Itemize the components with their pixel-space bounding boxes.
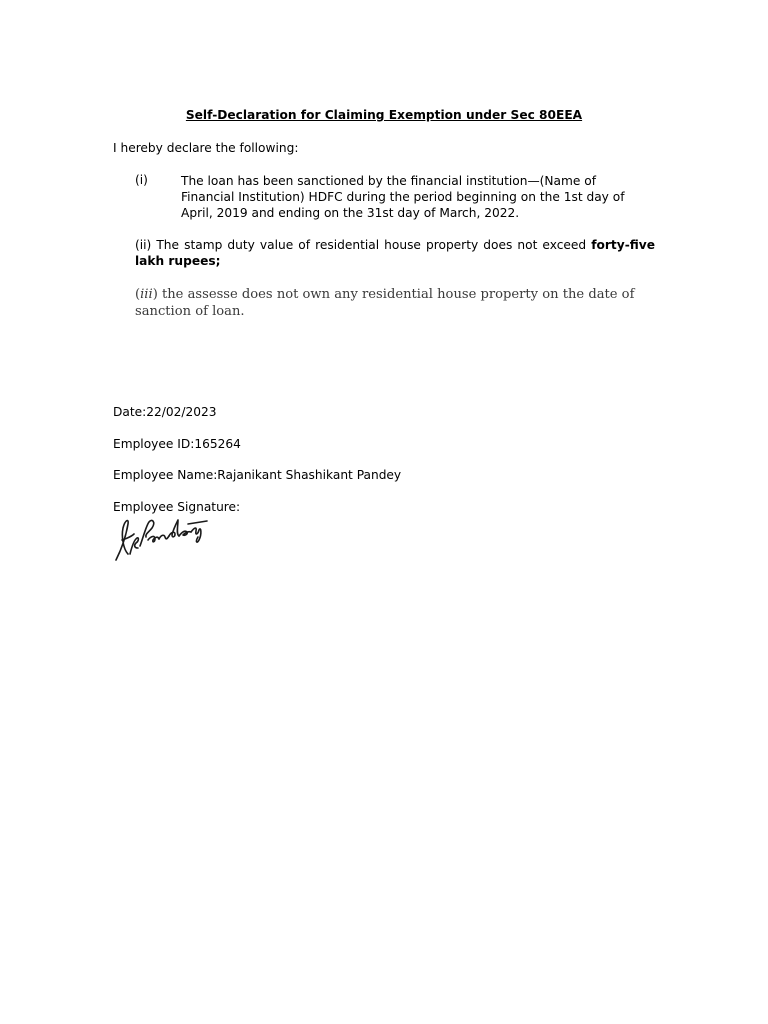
employee-signature-label: Employee Signature:: [113, 500, 241, 514]
declaration-item-iii: (iii) the assesse does not own any residential house property on the date of sanction of loan.: [135, 287, 635, 319]
employee-signature: [112, 510, 227, 566]
date-field: Date:22/02/2023: [113, 405, 217, 419]
item-iii-number: iii: [140, 287, 153, 302]
intro-text: I hereby declare the following:: [113, 141, 299, 155]
employee-id-field: Employee ID:165264: [113, 437, 241, 451]
item-ii-text: (ii) The stamp duty value of residential house property does not exceed: [135, 238, 592, 252]
declaration-item-ii: [135, 237, 655, 269]
document-title: Self-Declaration for Claiming Exemption under Sec 80EEA: [185, 108, 583, 122]
item-iii-text: the assesse does not own any residential house property on the date of sanction of loan.: [135, 287, 635, 319]
item-ii-bold-text: forty-five lakh rupees;: [135, 238, 655, 268]
item-i-text: The loan has been sanctioned by the financial institution—(Name of Financial Institution) HDFC during the period beginning on the 1st day of April, 2019 and ending on the 31st day of March, 2022.: [181, 174, 625, 220]
item-i-number: (i): [135, 173, 148, 187]
employee-name-field: Employee Name:Rajanikant Shashikant Pandey: [113, 468, 402, 482]
